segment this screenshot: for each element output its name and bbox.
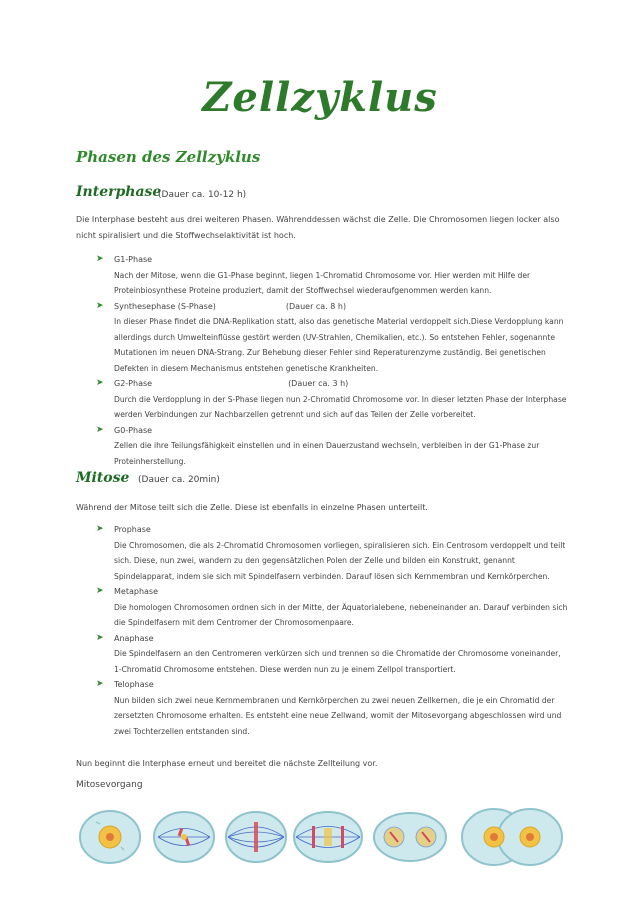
cell-telophase xyxy=(374,813,446,861)
item-title: G1-Phase xyxy=(114,255,153,264)
item-body: In dieser Phase findet die DNA-Replikation statt, also das genetische Material verdoppelt sich.Diese Verdopplung kann allerdings durch Umwelteinflüsse gestört werden (UV-Strahlen, Chemikalien, etc.). So entstehen Fehler, sogenannte Mutationen im neuen DNA-Strang. Zur Behebung dieser Fehler sind Reperaturenzyme zuständig. Bei genetischen Defekten in diesem Mechanismus entstehen genetische Krankheiten. xyxy=(114,317,564,373)
arrow-bullet-icon: ➤ xyxy=(96,378,104,388)
interphase-intro: Die Interphase besteht aus drei weiteren Phasen. Währenddessen wächst die Zelle. Die Chromosomen liegen locker also nicht spiralisiert und die Stoffwechselaktivität ist hoch. xyxy=(76,215,560,240)
list-item xyxy=(96,376,568,423)
item-body: Durch die Verdopplung in der S-Phase liegen nun 2-Chromatid Chromosome vor. In dieser letzten Phase der Interphase werden Verbindungen zur Nachbarzellen getrennt und sich auf das Teilen der Zelle vorbereitet. xyxy=(114,394,567,419)
item-title-text: Synthesephase (S-Phase) xyxy=(114,301,216,311)
section-title: Phasen des Zellzyklus xyxy=(76,148,261,166)
item-body: Die Chromosomen, die als 2-Chromatid Chromosomen vorliegen, spiralisieren sich. Ein Centrosom verdoppelt und teilt sich. Diese, nun zwei, wandern zu den gegensätzlichen Polen der Zelle und bilden ein Konstrukt, genannt Spindelapparat, indem sie sich mit Spindelfasern verbinden. Darauf lösen sich Kernmembran und Kernkörperchen. xyxy=(114,540,566,581)
mitose-outro: Nun beginnt die Interphase erneut und bereitet die nächste Zellteilung vor. xyxy=(76,759,378,768)
list-item xyxy=(96,677,568,739)
item-title: G0-Phase xyxy=(114,425,153,435)
list-item xyxy=(96,252,568,299)
mitosis-illustration xyxy=(76,802,566,872)
document-title: Zellzyklus xyxy=(202,74,438,121)
item-body: Zellen die ihre Teilungsfähigkeit einstellen und in einen Dauerzustand wechseln, verbleiben in der G1-Phase zur Proteinherstellung. xyxy=(114,441,540,466)
item-body: Nach der Mitose, wenn die G1-Phase beginnt, liegen 1-Chromatid Chromosome vor. Hier werden mit Hilfe der Proteinbiosynthese Proteine produziert, damit der Stoffwechsel wiederaufgenommen werden kann. xyxy=(114,270,531,295)
arrow-bullet-icon: ➤ xyxy=(96,524,104,534)
cell-interphase xyxy=(80,811,140,863)
arrow-bullet-icon: ➤ xyxy=(96,424,104,435)
arrow-bullet-icon: ➤ xyxy=(96,679,104,689)
cell-metaphase xyxy=(226,812,286,862)
item-title: Metaphase xyxy=(114,587,159,596)
cell-anaphase xyxy=(294,812,362,862)
arrow-bullet-icon: ➤ xyxy=(96,300,104,311)
figure-label: Mitosevorgang xyxy=(76,780,143,790)
list-item xyxy=(96,423,568,470)
list-item xyxy=(96,631,568,678)
mitose-heading: Mitose xyxy=(76,470,130,486)
list-item xyxy=(96,584,568,631)
arrow-bullet-icon: ➤ xyxy=(96,254,104,264)
list-item xyxy=(96,299,568,377)
item-body: Die Spindelfasern an den Centromeren verkürzen sich und trennen so die Chromatide der Chromosome voneinander, 1-Chromatid Chromosome entstehen. Diese werden nun zu je einem Zellpol transportiert. xyxy=(114,649,561,674)
item-title xyxy=(114,299,568,315)
cell-daughter-cells xyxy=(462,809,562,865)
list-item xyxy=(96,522,568,584)
item-duration: (Dauer ca. 3 h) xyxy=(288,379,349,388)
item-title: Prophase xyxy=(114,525,151,534)
interphase-duration: (Dauer ca. 10-12 h) xyxy=(158,190,247,200)
item-body: Nun bilden sich zwei neue Kernmembranen und Kernkörperchen zu zwei neuen Zellkernen, die je ein Chromatid der zersetzten Chromosome erhalten. Es entsteht eine neue Zellwand, womit der Mitosevorgang abgeschlossen wird und zwei Tochterzellen entstanden sind. xyxy=(114,695,562,736)
cell-prophase xyxy=(154,812,214,862)
item-body: Die homologen Chromosomen ordnen sich in der Mitte, der Äquatorialebene, nebeneinander an. Darauf verbinden sich die Spindelfasern mit dem Centromer der Chromosomenpaare. xyxy=(114,602,568,627)
item-title: Telophase xyxy=(114,680,154,689)
interphase-heading: Interphase xyxy=(76,184,162,200)
interphase-list xyxy=(96,252,568,469)
mitose-intro: Während der Mitose teilt sich die Zelle. Diese ist ebenfalls in einzelne Phasen unterteilt. xyxy=(76,503,428,512)
arrow-bullet-icon: ➤ xyxy=(96,632,104,643)
item-title: Anaphase xyxy=(114,633,154,643)
item-title-text: G2-Phase xyxy=(114,379,153,388)
mitose-list xyxy=(96,522,568,739)
mitose-duration: (Dauer ca. 20min) xyxy=(138,475,220,485)
arrow-bullet-icon: ➤ xyxy=(96,586,104,596)
item-duration: (Dauer ca. 8 h) xyxy=(285,301,347,311)
item-title xyxy=(114,376,568,392)
